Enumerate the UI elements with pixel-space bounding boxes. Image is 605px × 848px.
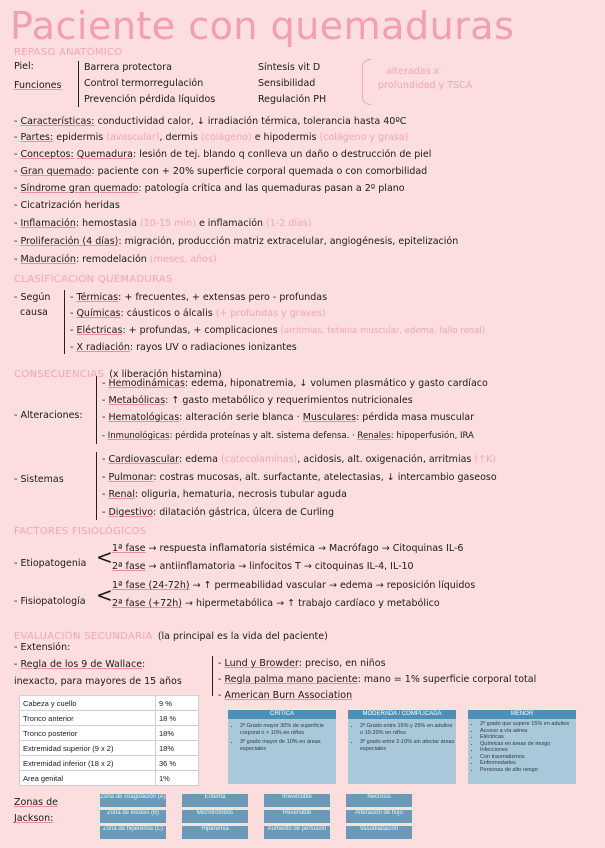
inmunologicas-line: - Inmunológicas: pérdida proteínas y alt. sistema defensa. · Renales: hipoperfusión, IRA	[102, 431, 474, 441]
sistemas-label: - Sistemas	[14, 474, 64, 485]
palma-key: Regla palma mano paciente	[224, 674, 358, 685]
radiacion-line: - X radiación: rayos UV o radiaciones ionizantes	[70, 342, 297, 353]
termicas-value: : + frecuentes, + extensas pero - profundas	[118, 292, 328, 303]
severity-header: CRÍTICA	[228, 710, 336, 719]
causa-label: causa	[20, 307, 48, 318]
hemodinamicas-line: - Hemodinámicas: edema, hiponatremia, ↓ volumen plasmático y gasto cardíaco	[102, 378, 488, 389]
etio-fase-2-key: 2ª fase	[112, 561, 146, 572]
proliferacion-key: Proliferación (4 días)	[20, 236, 119, 247]
zona-cell: Zona de coagulación (A)	[100, 794, 166, 807]
hematologicas-value: : alteración serie blanca	[179, 412, 294, 423]
etiopatogenia-angle: <	[96, 545, 113, 569]
etio-fase-1-value: → respuesta inflamatoria sistémica → Macrófago → Citoquinas IL-6	[148, 543, 464, 554]
inflamacion-v2: e inflamación	[198, 218, 264, 229]
tbsa-part: Extremidad inferior (18 x 2)	[20, 756, 156, 771]
hemodinamicas-value: : edema, hiponatremia, ↓ volumen plasmático y gasto cardíaco	[184, 378, 488, 389]
lund-browder-key: Lund y Browder	[224, 658, 299, 669]
funcion-4: Síntesis vit D	[258, 62, 321, 73]
alteradas-note-2: profundidad y TSCA	[378, 80, 473, 91]
severity-list	[228, 723, 336, 753]
severity-moderada	[348, 710, 456, 784]
tbsa-part: Area genital	[20, 771, 156, 786]
lund-browder-value: : preciso, en niños	[298, 658, 386, 669]
page-title: Paciente con quemaduras	[10, 4, 515, 48]
sistemas-text: Sistemas	[20, 474, 64, 485]
tbsa-part: Cabeza y cuello	[20, 696, 156, 711]
partes-v2: , dermis	[159, 132, 198, 143]
list-item: • Químicas en áreas de riesgo	[480, 741, 576, 748]
partes-p1: (avascular)	[106, 132, 160, 143]
piel-label: Piel:	[14, 61, 34, 72]
segun-label: - Según	[14, 292, 51, 303]
radiacion-key: X radiación	[76, 342, 130, 353]
evaluacion-bracket	[212, 656, 213, 696]
digestivo-value: : dilatación gástrica, úlcera de Curling	[153, 507, 335, 518]
table-row	[20, 711, 199, 726]
radiacion-value: : rayos UV o radiaciones ionizantes	[129, 342, 297, 353]
zona-cell: Aumento de perfusión	[264, 826, 330, 839]
fisio-fase-1	[112, 580, 475, 592]
list-item: • 2º grado que supere 15% en adultos	[480, 721, 576, 728]
table-row	[20, 771, 199, 786]
fisiopatologia-text: Fisiopatología	[20, 596, 86, 607]
tbsa-part: Tronco anterior	[20, 711, 156, 726]
severity-header: MENOR	[468, 710, 576, 719]
extension-line: - Extensión:	[14, 642, 71, 653]
termicas-line: - Térmicas: + frecuentes, + extensas pero - profundas	[70, 292, 328, 303]
piel-bracket	[78, 61, 79, 107]
list-item: • Con traumatismos	[480, 754, 576, 761]
zona-cell: Alteración de flujo	[346, 810, 412, 823]
hematologicas-line: - Hematológicas: alteración serie blanca · Musculares: pérdida masa muscular	[102, 412, 475, 423]
wallace-line: - Regla de los 9 de Wallace:	[14, 659, 146, 670]
list-item: • 2º Grado entre 15% y 25% en adultos o 10-20% en niños	[360, 723, 456, 737]
extension-label: Extensión:	[20, 642, 71, 653]
cardio-value: : edema	[178, 454, 218, 465]
zonas-label-2: Jackson:	[14, 813, 54, 824]
digestivo-key: Digestivo	[108, 507, 154, 518]
conceptos-key: Conceptos:	[20, 149, 74, 160]
electricas-p: (arritmias, tetania muscular, edema, fallo renal)	[280, 326, 486, 336]
causa-bracket	[64, 290, 65, 354]
maduracion-p: (meses, años)	[149, 254, 217, 265]
sindrome-line: - Síndrome gran quemado: patología crítica and las quemaduras pasan a 2º plano	[14, 183, 405, 194]
partes-key: Partes:	[20, 132, 54, 143]
zona-cell: Reversible	[264, 810, 330, 823]
list-item: • Acceso a vía aérea	[480, 728, 576, 735]
alteradas-note: alteradas x	[386, 66, 440, 77]
funcion-3: Prevención pérdida líquidos	[84, 94, 216, 105]
fisio-fase-2	[112, 598, 440, 610]
table-row	[20, 741, 199, 756]
metabolicas-line: - Metabólicas: ↑ gasto metabólico y requerimientos nutricionales	[102, 395, 413, 406]
palma-line: - Regla palma mano paciente: mano = 1% superficie corporal total	[218, 674, 537, 685]
zona-cell: Zona de hiperemia (C)	[100, 826, 166, 839]
quemadura-value: : lesión de tej. blando q conlleva un daño o destrucción de piel	[132, 149, 432, 160]
alteraciones-text: Alteraciones:	[20, 410, 83, 421]
evaluacion-header	[14, 624, 328, 643]
renales-value: : hipoperfusión, IRA	[390, 431, 474, 441]
inmunologicas-key: Inmunológicas	[107, 431, 170, 441]
list-item: • Personas de alto riesgo	[480, 767, 576, 774]
quemadura-key: Quemadura	[76, 149, 133, 160]
pulmonar-line: - Pulmonar: costras mucosas, alt. surfactante, atelectasias, ↓ intercambio gaseoso	[102, 472, 497, 483]
alteraciones-label: - Alteraciones:	[14, 410, 83, 421]
aba-line: - American Burn Association	[218, 690, 353, 701]
list-item: • 3º grado entre 2-10% sin afectar áreas especiales	[360, 739, 456, 753]
caracteristicas-value: conductividad calor, ↓ irradiación térmica, tolerancia hasta 40ºC	[97, 116, 407, 127]
quimicas-line: - Químicas: cáusticos o álcalis (+ profundas y graves)	[70, 308, 326, 319]
quimicas-p: (+ profundas y graves)	[215, 308, 326, 319]
section-consecuencias: CONSECUENCIAS	[14, 369, 105, 380]
table-row	[20, 696, 199, 711]
evaluacion-note: (la principal es la vida del paciente)	[157, 631, 328, 642]
fisiopatologia-label: - Fisiopatología	[14, 596, 86, 607]
tbsa-table	[19, 695, 199, 786]
partes-line: - Partes: epidermis (avascular), dermis (colágeno) e hipodermis (colágeno y grasa)	[14, 132, 409, 143]
fisio-fase-2-value: → hipermetabólica → ↑ trabajo cardíaco y metabólico	[185, 598, 440, 609]
renal-key: Renal	[108, 489, 135, 500]
list-item: • Enfermedades	[480, 760, 576, 767]
table-row	[20, 726, 199, 741]
lund-browder-line: - Lund y Browder: preciso, en niños	[218, 658, 386, 669]
etio-fase-1	[112, 543, 463, 555]
partes-p2: (colágeno)	[201, 132, 252, 143]
fisio-fase-2-key: 2ª fase (+72h)	[112, 598, 183, 609]
renal-line: - Renal: oliguria, hematuria, necrosis tubular aguda	[102, 489, 347, 500]
pulmonar-value: : costras mucosas, alt. surfactante, atelectasias, ↓ intercambio gaseoso	[153, 472, 497, 483]
zona-cell: Eritema	[182, 794, 248, 807]
table-row	[20, 756, 199, 771]
gran-quemado-value: : paciente con + 20% superficie corporal quemada o con comorbilidad	[91, 166, 428, 177]
gran-quemado-key: Gran quemado	[20, 166, 92, 177]
etio-fase-1-key: 1ª fase	[112, 543, 146, 554]
sistemas-bracket	[96, 452, 97, 520]
zona-cell: Necrosis	[346, 794, 412, 807]
severity-header: MODERADA / COMPLICADA	[348, 710, 456, 719]
hematologicas-key: Hematológicas	[108, 412, 180, 423]
zona-cell: Hiperemia	[182, 826, 248, 839]
cardio-p2: (↑K)	[474, 454, 496, 465]
tbsa-pct: 9 %	[156, 696, 199, 711]
quimicas-value: : cáusticos o álcalis	[120, 308, 213, 319]
partes-v1: epidermis	[56, 132, 104, 143]
tbsa-part: Extremidad superior (9 x 2)	[20, 741, 156, 756]
cardio-key: Cardiovascular	[108, 454, 179, 465]
metabolicas-value: : ↑ gasto metabólico y requerimientos nutricionales	[165, 395, 413, 406]
tbsa-pct: 1%	[156, 771, 199, 786]
funcion-1: Barrera protectora	[84, 62, 172, 73]
caracteristicas-line: - Características: conductividad calor, ↓ irradiación térmica, tolerancia hasta 40ºC	[14, 116, 407, 127]
gran-quemado-line: - Gran quemado: paciente con + 20% superficie corporal quemada o con comorbilidad	[14, 166, 428, 177]
zona-cell: Vasodilatación	[346, 826, 412, 839]
tbsa-pct: 18 %	[156, 711, 199, 726]
sindrome-value: : patología crítica and las quemaduras pasan a 2º plano	[138, 183, 405, 194]
funcion-5: Sensibilidad	[258, 78, 316, 89]
cicatrizacion-line: - Cicatrización heridas	[14, 200, 120, 211]
electricas-value: : + profundas, + complicaciones	[122, 325, 278, 336]
severity-menor	[468, 710, 576, 784]
tbsa-part: Tronco posterior	[20, 726, 156, 741]
section-factores: FACTORES FISIOLÓGICOS	[14, 526, 147, 537]
electricas-key: Eléctricas	[76, 325, 123, 336]
proliferacion-value: : migración, producción matriz extracelular, angiogénesis, epitelización	[118, 236, 459, 247]
section-clasificacion: CLASIFICACIÓN QUEMADURAS	[14, 274, 173, 285]
tbsa-pct: 18%	[156, 741, 199, 756]
list-item: • 3º grado mayor de 10% en áreas especiales	[240, 739, 336, 753]
segun-text: Según	[20, 292, 51, 303]
partes-v3: e hipodermis	[254, 132, 317, 143]
list-item: • Infecciones	[480, 747, 576, 754]
digestivo-line: - Digestivo: dilatación gástrica, úlcera de Curling	[102, 507, 335, 518]
severity-list	[348, 723, 456, 753]
cicatrizacion-label: Cicatrización heridas	[20, 200, 120, 211]
pulmonar-key: Pulmonar	[108, 472, 154, 483]
zonas-label-1: Zonas de	[14, 797, 59, 808]
section-repaso: REPASO ANATÓMICO	[14, 47, 123, 58]
maduracion-key: Maduración	[20, 254, 76, 265]
etio-fase-2	[112, 561, 414, 573]
sindrome-key: Síndrome gran quemado	[20, 183, 139, 194]
etiopatogenia-label: - Etiopatogenia	[14, 558, 87, 569]
alteraciones-bracket	[96, 376, 97, 444]
zona-cell: Zona de estasis (B)	[100, 810, 166, 823]
cardio-line: - Cardiovascular: edema (catecolaminas), acidosis, alt. oxigenación, arritmias (↑K)	[102, 454, 496, 465]
inflamacion-p2: (1-2 días)	[266, 218, 312, 229]
proliferacion-line: - Proliferación (4 días): migración, producción matriz extracelular, angiogénesis, epitelización	[14, 236, 459, 247]
partes-p3: (colágeno y grasa)	[319, 132, 409, 143]
inflamacion-key: Inflamación	[20, 218, 76, 229]
electricas-line: - Eléctricas: + profundas, + complicaciones (arritmias, tetania muscular, edema, fallo renal)	[70, 325, 486, 336]
quimicas-key: Químicas	[76, 308, 121, 319]
etio-fase-2-value: → antiinflamatoria → linfocitos T → citoquinas IL-4, IL-10	[148, 561, 414, 572]
fisio-fase-1-key: 1ª fase (24-72h)	[112, 580, 190, 591]
list-item: • 2º Grado mayor 30% de superficie corporal o > 10% en niños	[240, 723, 336, 737]
zona-cell: Microtrombos	[182, 810, 248, 823]
maduracion-line: - Maduración: remodelación (meses, años)	[14, 254, 217, 265]
aba-key: American Burn Association	[224, 690, 353, 701]
maduracion-value: : remodelación	[75, 254, 147, 265]
caracteristicas-key: Características:	[20, 116, 95, 127]
list-item: • Eléctricas	[480, 734, 576, 741]
tbsa-pct: 18%	[156, 726, 199, 741]
etiopatogenia-text: Etiopatogenia	[20, 558, 87, 569]
inflamacion-line: - Inflamación: hemostasia (10-15 min) e inflamación (1-2 días)	[14, 218, 312, 229]
inflamacion-p1: (10-15 min)	[139, 218, 196, 229]
musculares-value: : pérdida masa muscular	[356, 412, 475, 423]
tbsa-pct: 36 %	[156, 756, 199, 771]
funciones-label: Funciones	[14, 80, 62, 91]
cardio-p: (catecolaminas)	[221, 454, 298, 465]
funcion-2: Control termorregulación	[84, 78, 204, 89]
fisio-fase-1-value: → ↑ permeabilidad vascular → edema → reposición líquidos	[192, 580, 476, 591]
alteradas-brace	[362, 59, 371, 105]
renal-value: : oliguria, hematuria, necrosis tubular aguda	[134, 489, 347, 500]
hemodinamicas-key: Hemodinámicas	[108, 378, 185, 389]
severity-list	[468, 721, 576, 773]
cardio-value-2: , acidosis, alt. oxigenación, arritmias	[297, 454, 472, 465]
metabolicas-key: Metabólicas	[108, 395, 166, 406]
fisiopatologia-angle: <	[96, 583, 113, 607]
inmunologicas-value: : pérdida proteínas y alt. sistema defensa.	[169, 431, 350, 441]
funcion-6: Regulación PH	[258, 94, 327, 105]
conceptos-line: - Conceptos: Quemadura: lesión de tej. blando q conlleva un daño o destrucción de piel	[14, 149, 432, 160]
consecuencias-note: (x liberación histamina)	[109, 369, 222, 380]
section-evaluacion: EVALUACIÓN SECUNDARIA	[14, 631, 153, 642]
termicas-key: Térmicas	[76, 292, 119, 303]
inflamacion-v1: : hemostasia	[75, 218, 137, 229]
musculares-key: Musculares	[302, 412, 357, 423]
palma-value: : mano = 1% superficie corporal total	[357, 674, 537, 685]
severity-critica	[228, 710, 336, 784]
zona-cell: Irreversible	[264, 794, 330, 807]
wallace-value: :	[142, 659, 146, 670]
renales-key: Renales	[357, 431, 391, 441]
wallace-key: Regla de los 9 de Wallace	[20, 659, 143, 670]
inexacto-line: inexacto, para mayores de 15 años	[14, 676, 182, 687]
